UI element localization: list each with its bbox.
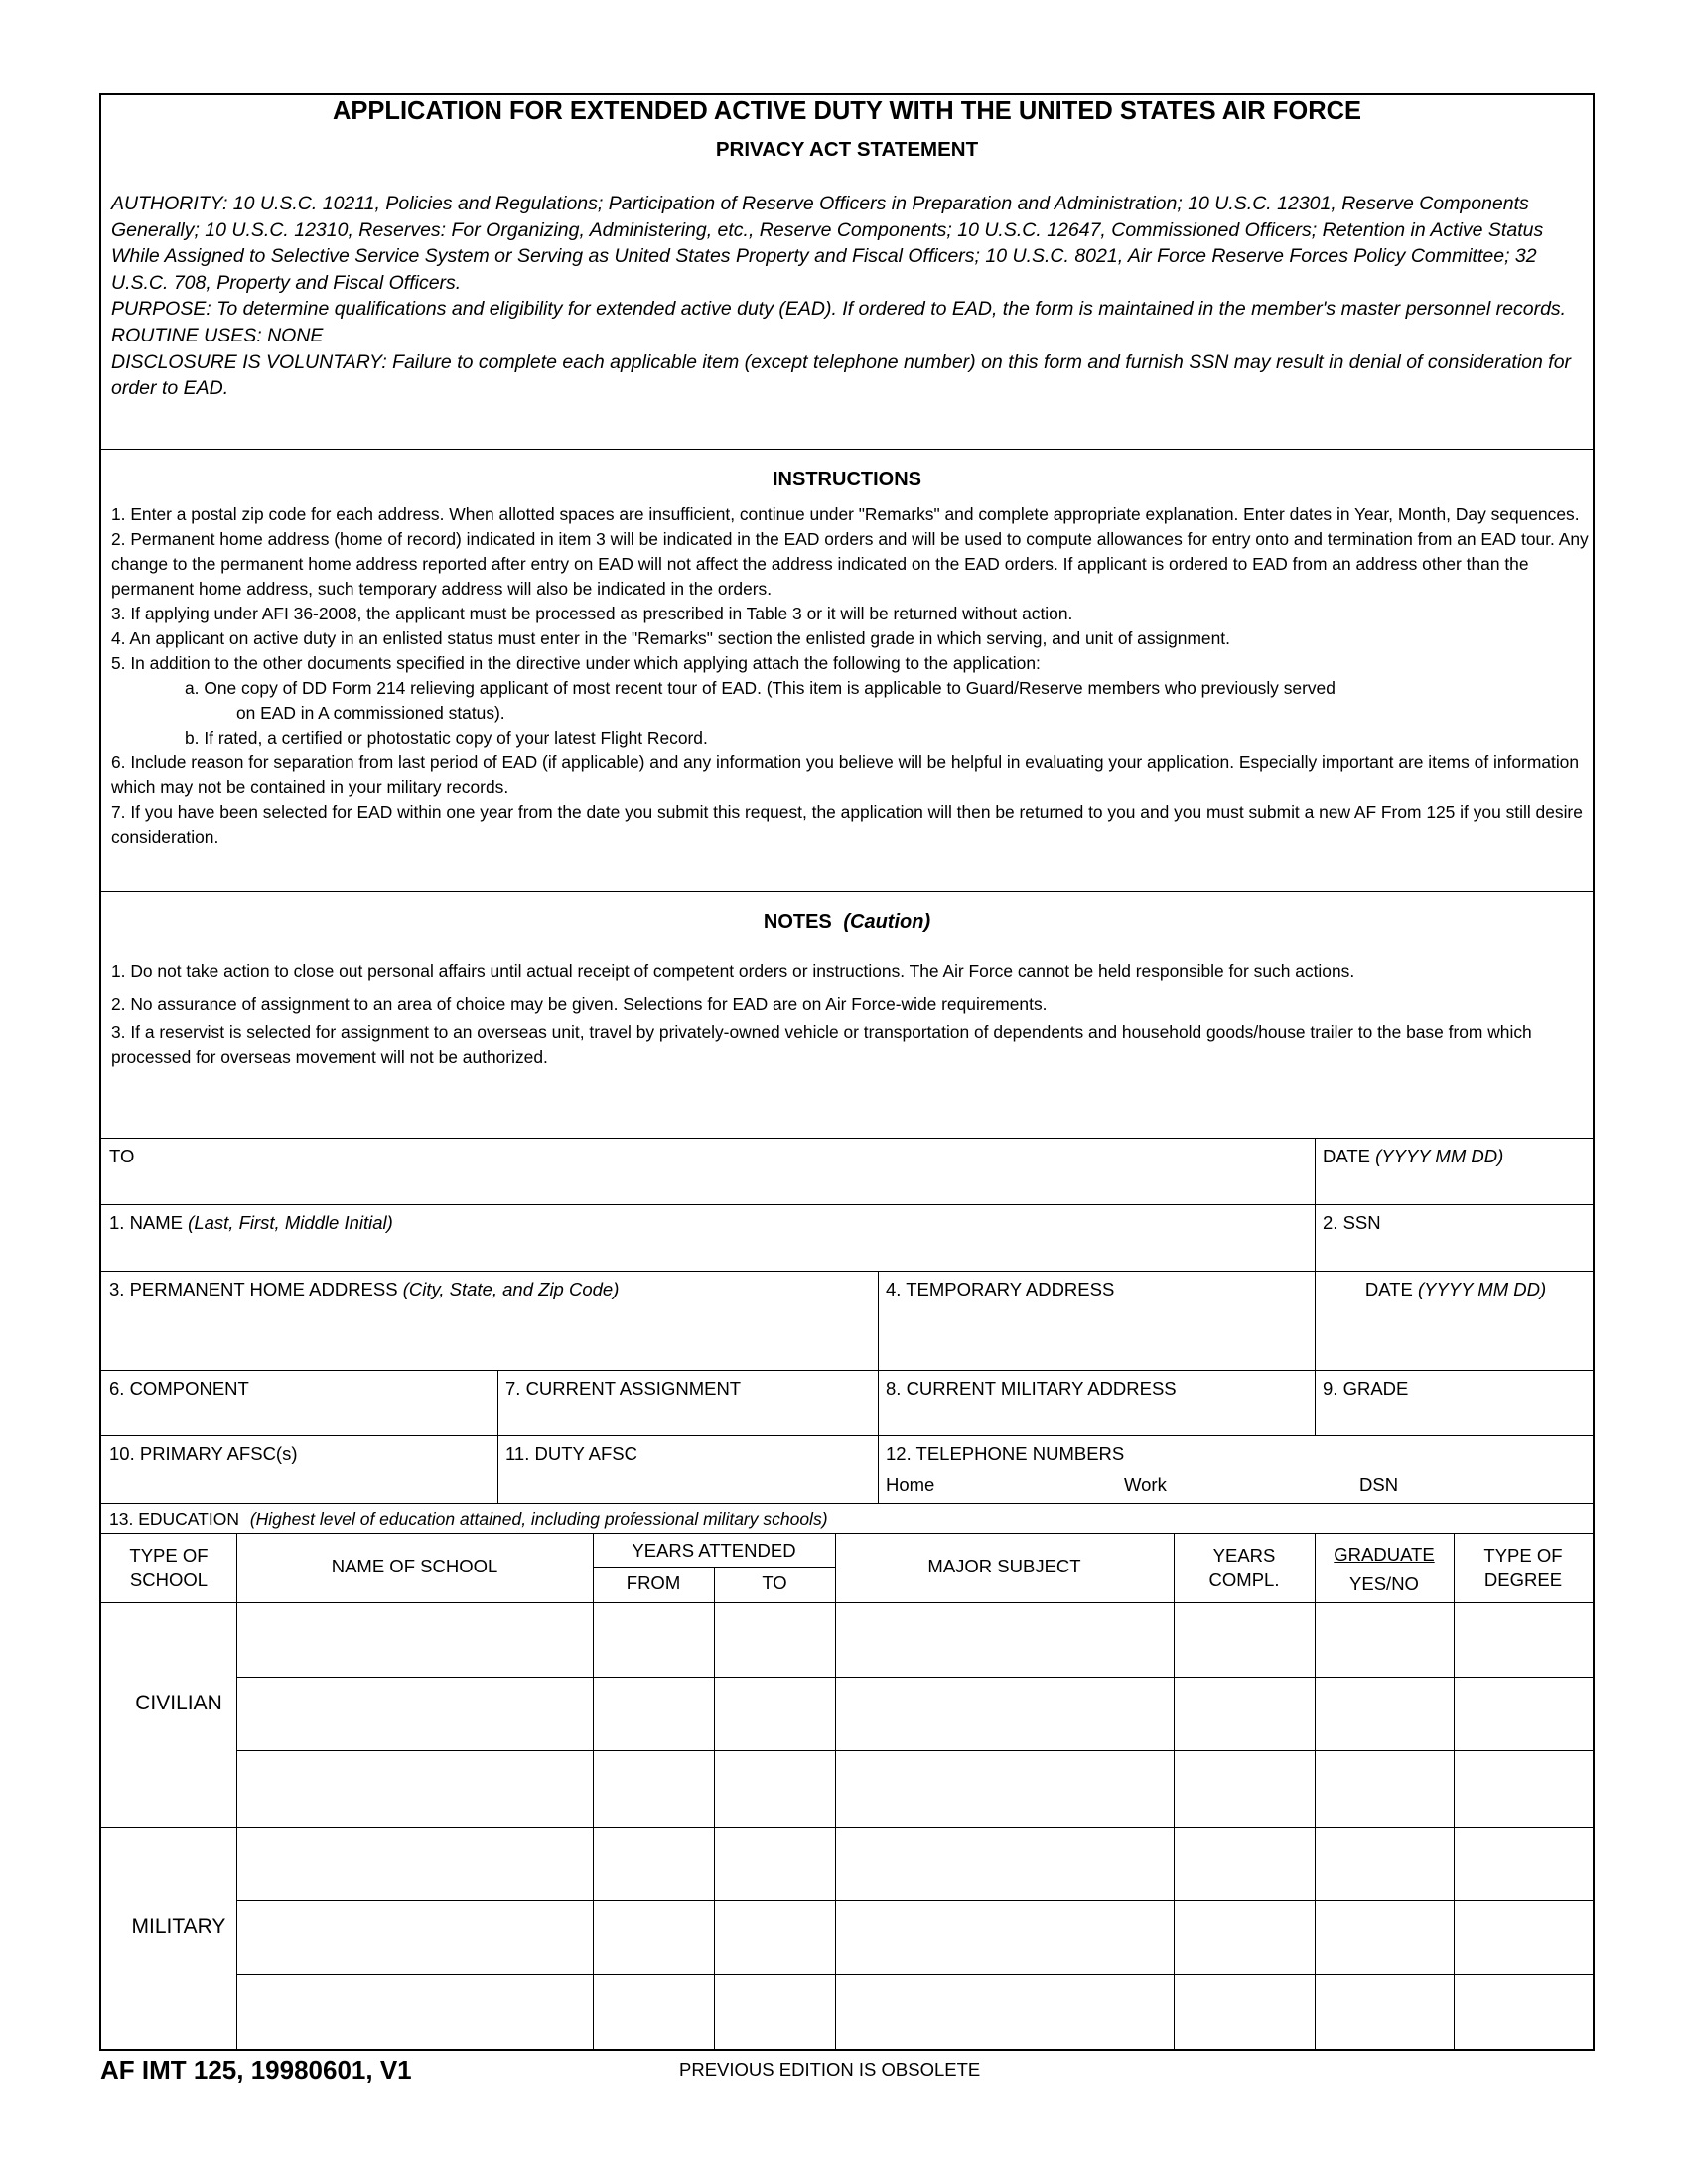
col-type-of-school-line1: TYPE OF bbox=[129, 1545, 209, 1566]
instruction-5: 5. In addition to the other documents specified in the directive under which applying attach the following to the application: bbox=[111, 653, 1041, 673]
grade-field[interactable]: 9. GRADE bbox=[1323, 1378, 1409, 1399]
form-title: APPLICATION FOR EXTENDED ACTIVE DUTY WITH THE UNITED STATES AIR FORCE bbox=[332, 97, 1362, 125]
phone-home-field[interactable]: Home bbox=[886, 1474, 935, 1495]
permanent-address-field[interactable] bbox=[109, 1279, 619, 1300]
divider bbox=[236, 1900, 1593, 1901]
education-heading bbox=[109, 1509, 828, 1530]
divider bbox=[236, 1750, 1593, 1751]
col-name-of-school: NAME OF SCHOOL bbox=[331, 1556, 498, 1576]
instruction-6: 6. Include reason for separation from last period of EAD (if applicable) and any information you believe will be helpful in evaluating your application. Especially important are items of information which may not be contained in your military records. bbox=[111, 752, 1580, 797]
divider bbox=[236, 1677, 1593, 1678]
temporary-address-field[interactable]: 4. TEMPORARY ADDRESS bbox=[886, 1279, 1115, 1299]
col-from: FROM bbox=[626, 1572, 681, 1593]
privacy-heading: PRIVACY ACT STATEMENT bbox=[715, 138, 979, 161]
col-major-subject: MAJOR SUBJECT bbox=[927, 1556, 1081, 1576]
notes-caution: (Caution) bbox=[843, 911, 931, 933]
divider bbox=[101, 1204, 1593, 1205]
privacy-routine-uses: ROUTINE USES: NONE bbox=[111, 324, 324, 346]
privacy-authority: AUTHORITY: 10 U.S.C. 10211, Policies and Regulations; Participation of Reserve Officers in Preparation and Administration; 10 U.S.C. 12301, Reserve Components Generally; 10 U.S.C. 12310, Reserves: For Organizing, Administering, etc., Reserve Components; 10 U.S.C. 12647, Commissioned Officers; Retention in Active Status While Assigned to Selective Service System or Serving as United States Property and Fiscal Officers; 10 U.S.C. 8021, Air Force Reserve Forces Policy Committee; 32 U.S.C. 708, Property and Fiscal Officers. bbox=[111, 193, 1544, 294]
note-2: 2. No assurance of assignment to an area of choice may be given. Selections for EAD are on Air Force-wide requirements. bbox=[111, 994, 1048, 1014]
instruction-3: 3. If applying under AFI 36-2008, the applicant must be processed as prescribed in Table 3 or it will be returned without action. bbox=[111, 604, 1073, 623]
instructions-list bbox=[111, 502, 1591, 850]
form-id: AF IMT 125, 19980601, V1 bbox=[100, 2055, 412, 2085]
privacy-disclosure: DISCLOSURE IS VOLUNTARY: Failure to complete each applicable item (except telephone number) on this form and furnish SSN may result in denial of consideration for order to EAD. bbox=[111, 350, 1572, 400]
divider bbox=[101, 1533, 1593, 1534]
duty-afsc-field[interactable]: 11. DUTY AFSC bbox=[505, 1443, 637, 1464]
name-hint: (Last, First, Middle Initial) bbox=[188, 1212, 393, 1233]
perm-addr-hint: (City, State, and Zip Code) bbox=[402, 1279, 620, 1299]
instruction-5a: a. One copy of DD Form 214 relieving applicant of most recent tour of EAD. (This item is applicable to Guard/Reserve members who previously served bbox=[185, 678, 1336, 698]
divider bbox=[1315, 1533, 1316, 2049]
name-label: 1. NAME bbox=[109, 1212, 184, 1233]
col-type-of-degree-line2: DEGREE bbox=[1483, 1570, 1563, 1590]
divider bbox=[101, 1602, 1593, 1603]
ssn-field[interactable]: 2. SSN bbox=[1323, 1212, 1381, 1233]
education-label: 13. EDUCATION bbox=[109, 1509, 239, 1529]
divider bbox=[1174, 1533, 1175, 2049]
obsolete-notice: PREVIOUS EDITION IS OBSOLETE bbox=[679, 2059, 981, 2080]
divider bbox=[1315, 1138, 1316, 1435]
date-label: DATE bbox=[1323, 1146, 1370, 1166]
date2-label: DATE bbox=[1364, 1279, 1413, 1299]
divider bbox=[101, 1271, 1593, 1272]
divider bbox=[878, 1271, 879, 1503]
instruction-5a-cont: on EAD in A commissioned status). bbox=[236, 703, 505, 723]
instructions-heading: INSTRUCTIONS bbox=[773, 469, 921, 490]
perm-addr-label: 3. PERMANENT HOME ADDRESS bbox=[109, 1279, 398, 1299]
notes-title: NOTES bbox=[763, 911, 832, 933]
divider bbox=[714, 1567, 715, 2049]
divider bbox=[101, 891, 1593, 892]
current-assignment-field[interactable]: 7. CURRENT ASSIGNMENT bbox=[505, 1378, 742, 1399]
current-military-address-field[interactable]: 8. CURRENT MILITARY ADDRESS bbox=[886, 1378, 1177, 1399]
telephone-field: 12. TELEPHONE NUMBERS bbox=[886, 1443, 1125, 1464]
col-graduate bbox=[1315, 1540, 1454, 1599]
name-field[interactable] bbox=[109, 1212, 393, 1234]
divider bbox=[101, 1435, 1593, 1436]
row-military: MILITARY bbox=[131, 1915, 226, 1938]
divider bbox=[236, 1533, 237, 2049]
col-type-of-school-line2: SCHOOL bbox=[129, 1570, 209, 1590]
divider bbox=[101, 1138, 1593, 1139]
date-field[interactable] bbox=[1323, 1146, 1503, 1167]
divider bbox=[593, 1533, 594, 2049]
education-hint: (Highest level of education attained, including professional military schools) bbox=[249, 1509, 828, 1529]
instruction-1: 1. Enter a postal zip code for each address. When allotted spaces are insufficient, continue under "Remarks" and complete appropriate explanation. Enter dates in Year, Month, Day sequences. bbox=[111, 504, 1580, 524]
date-hint: (YYYY MM DD) bbox=[1375, 1146, 1504, 1166]
col-graduate-line2: YES/NO bbox=[1349, 1573, 1419, 1594]
divider bbox=[101, 1827, 1593, 1828]
notes-heading bbox=[101, 911, 1593, 934]
divider bbox=[1454, 1533, 1455, 2049]
divider bbox=[497, 1370, 498, 1503]
component-field[interactable]: 6. COMPONENT bbox=[109, 1378, 249, 1399]
col-graduate-line1: GRADUATE bbox=[1334, 1544, 1435, 1565]
form-page bbox=[99, 93, 1595, 2051]
col-type-of-school bbox=[101, 1543, 236, 1592]
divider bbox=[101, 449, 1593, 450]
col-years-completed bbox=[1174, 1543, 1315, 1592]
notes-list bbox=[111, 959, 1591, 1070]
date-temp-field[interactable] bbox=[1318, 1279, 1594, 1300]
instruction-7: 7. If you have been selected for EAD within one year from the date you submit this request, the application will then be returned to you and you must submit a new AF From 125 if you still desire consideration. bbox=[111, 802, 1583, 847]
phone-work-field[interactable]: Work bbox=[1124, 1474, 1167, 1495]
date2-hint: (YYYY MM DD) bbox=[1417, 1279, 1547, 1299]
divider bbox=[236, 1974, 1593, 1975]
col-type-of-degree-line1: TYPE OF bbox=[1483, 1545, 1563, 1566]
col-type-of-degree bbox=[1454, 1543, 1593, 1592]
to-field[interactable]: TO bbox=[109, 1146, 135, 1166]
instruction-5b: b. If rated, a certified or photostatic copy of your latest Flight Record. bbox=[185, 728, 708, 748]
col-years-attended: YEARS ATTENDED bbox=[632, 1540, 796, 1561]
col-to: TO bbox=[762, 1572, 787, 1593]
note-1: 1. Do not take action to close out personal affairs until actual receipt of competent orders or instructions. The Air Force cannot be held responsible for such actions. bbox=[111, 961, 1355, 981]
col-years-completed-line2: COMPL. bbox=[1208, 1570, 1280, 1590]
privacy-purpose: PURPOSE: To determine qualifications and eligibility for extended active duty (EAD). If ordered to EAD, the form is maintained in the member's master personnel records. bbox=[111, 298, 1567, 321]
instruction-2: 2. Permanent home address (home of record) indicated in item 3 will be indicated in the EAD orders and will be used to compute allowances for entry onto and termination from an EAD tour. Any change to the permanent home address reported after entry on EAD will not affect the address indicated on the EAD orders. If applicant is ordered to EAD from an address other than the permanent home address, such temporary address will also be indicated in the orders. bbox=[111, 529, 1589, 599]
phone-dsn-field[interactable]: DSN bbox=[1359, 1474, 1399, 1495]
divider bbox=[101, 1370, 1593, 1371]
divider bbox=[835, 1533, 836, 2049]
divider bbox=[101, 1503, 1593, 1504]
privacy-act-statement bbox=[111, 191, 1587, 402]
col-years-completed-line1: YEARS bbox=[1212, 1545, 1276, 1566]
primary-afsc-field[interactable]: 10. PRIMARY AFSC(s) bbox=[109, 1443, 298, 1464]
row-civilian: CIVILIAN bbox=[135, 1692, 222, 1714]
instruction-4: 4. An applicant on active duty in an enlisted status must enter in the "Remarks" section the enlisted grade in which serving, and unit of assignment. bbox=[111, 628, 1230, 648]
note-3: 3. If a reservist is selected for assignment to an overseas unit, travel by privately-owned vehicle or transportation of dependents and household goods/house trailer to the base from which processed for overseas movement will not be authorized. bbox=[111, 1023, 1532, 1067]
